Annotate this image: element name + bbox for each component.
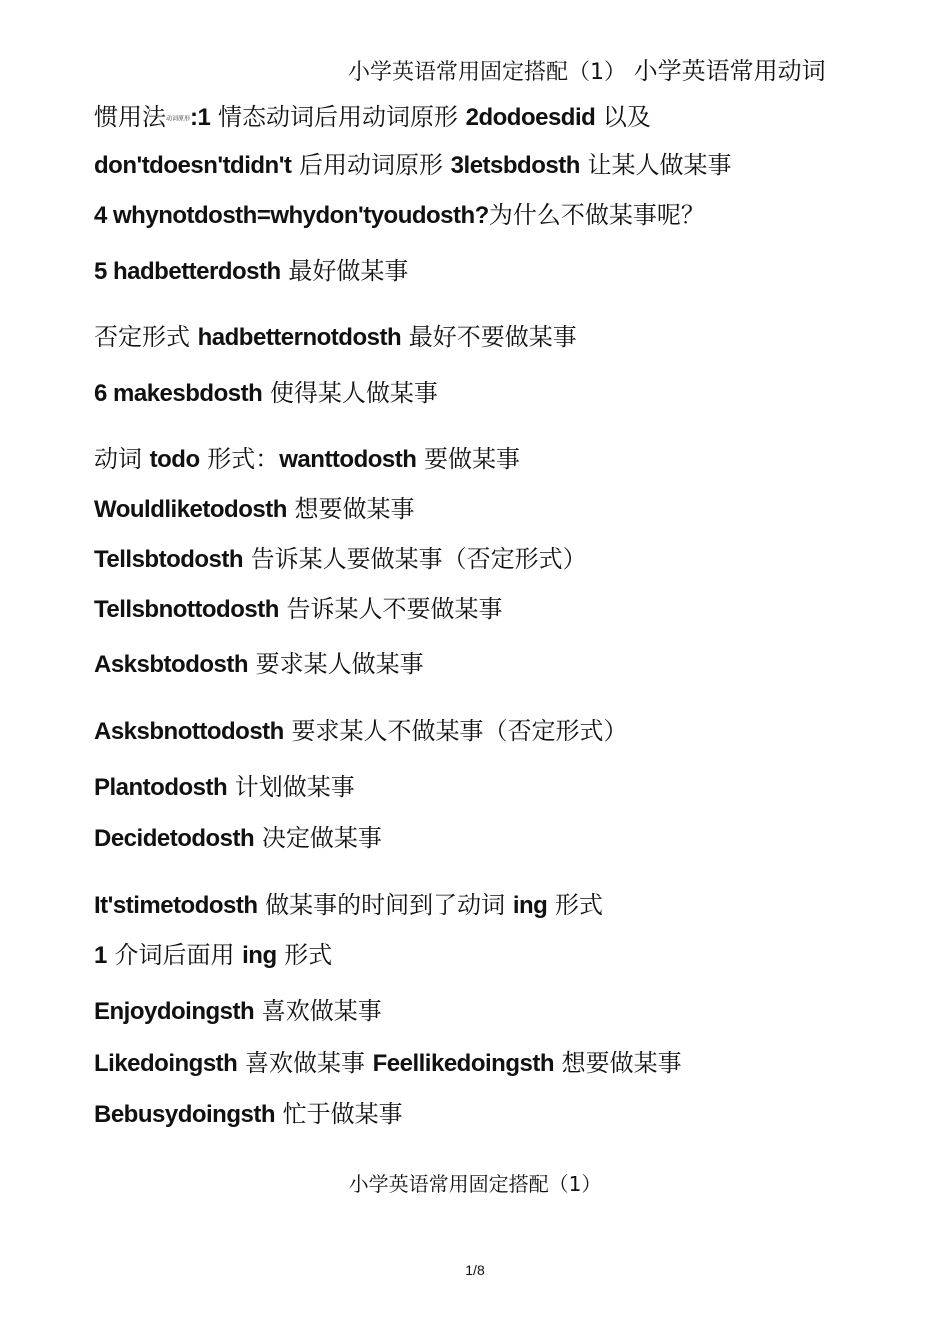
line-text: 最好不要做某事 xyxy=(401,323,577,351)
text-line-14 xyxy=(94,823,382,854)
line-text: 1 xyxy=(94,942,107,969)
line-text: 3letsbdosth xyxy=(450,152,580,179)
line-text: 喜欢做某事 xyxy=(254,997,382,1025)
footer-title: 小学英语常用固定搭配（1） xyxy=(348,1172,602,1196)
line-text: ing xyxy=(242,942,277,969)
line-text: Asksbtodosth xyxy=(94,651,249,678)
text-line-16 xyxy=(94,940,332,971)
line-text: Bebusydoingsth xyxy=(94,1101,276,1128)
text-line-8 xyxy=(94,494,415,525)
text-line-11 xyxy=(94,649,424,680)
text-line-5 xyxy=(94,322,577,353)
line-text: 形式 xyxy=(547,891,603,919)
page-header xyxy=(348,56,826,88)
line-text: Enjoydoingsth xyxy=(94,998,255,1025)
text-line-19 xyxy=(94,1099,403,1130)
text-line-17 xyxy=(94,996,382,1027)
text-line-1 xyxy=(94,102,651,134)
line-text: 形式： xyxy=(199,445,280,473)
text-line-3 xyxy=(94,200,705,231)
line-text: 使得某人做某事 xyxy=(262,379,438,407)
line-text: 介词后面用 xyxy=(106,941,243,969)
page-number: 1/8 xyxy=(465,1262,485,1278)
line-text: 4 whynotdosth=whydon'tyoudosth? xyxy=(94,202,489,229)
line-text: Feellikedoingsth xyxy=(372,1050,554,1077)
line-text: 5 hadbetterdosth xyxy=(94,258,281,285)
tiny-annotation: 动词原形 xyxy=(166,115,191,123)
line-text: 后用动词原形 xyxy=(291,151,451,179)
text-line-15 xyxy=(94,890,603,921)
line-text: 2dodoesdid xyxy=(465,104,596,131)
line-text: hadbetternotdosth xyxy=(197,324,402,351)
line-text: 让某人做某事 xyxy=(579,151,732,179)
line-text: 要求某人做某事 xyxy=(248,650,424,678)
line-text: 告诉某人要做某事（否定形式） xyxy=(243,545,587,573)
line-text: 做某事的时间到了动词 xyxy=(257,891,513,919)
line-text: 告诉某人不要做某事 xyxy=(278,595,503,623)
line-text: Wouldliketodosth xyxy=(94,496,287,523)
text-line-7 xyxy=(94,444,520,475)
line-text: Decidetodosth xyxy=(94,825,255,852)
line-text: todo xyxy=(149,446,200,473)
line-text: 为什么不做某事呢？ xyxy=(488,201,705,229)
line-text: ing xyxy=(512,892,548,919)
text-line-6 xyxy=(94,378,438,409)
text-line-2 xyxy=(94,150,732,181)
line-text: 忙于做某事 xyxy=(275,1100,403,1128)
line-text: 想要做某事 xyxy=(286,495,415,523)
line-text: 6 makesbdosth xyxy=(94,380,263,407)
text-line-13 xyxy=(94,772,355,803)
text-line-18 xyxy=(94,1048,682,1079)
line-text: 最好做某事 xyxy=(280,257,409,285)
line-text: Tellsbnottodosth xyxy=(94,596,279,623)
line-text: 决定做某事 xyxy=(254,824,382,852)
line-text: Asksbnottodosth xyxy=(94,718,284,745)
line-text: 要做某事 xyxy=(416,445,521,473)
line-text: 以及 xyxy=(595,103,651,131)
line-text: Likedoingsth xyxy=(94,1050,238,1077)
line-text: 计划做某事 xyxy=(227,773,355,801)
line-text: 情态动词后用动词原形 xyxy=(210,103,466,131)
header-title-part2: 小学英语常用动词 xyxy=(626,57,826,85)
text-line-10 xyxy=(94,594,503,625)
line-text: 形式 xyxy=(276,941,333,969)
line-text: don'tdoesn'tdidn't xyxy=(94,152,292,179)
line-text: 否定形式 xyxy=(94,323,198,351)
line-text: Plantodosth xyxy=(94,774,228,801)
text-line-9 xyxy=(94,544,587,575)
line-text: :1 xyxy=(190,104,211,131)
line-text: 喜欢做某事 xyxy=(237,1049,373,1077)
line-text: 动词 xyxy=(94,445,150,473)
line-text: 想要做某事 xyxy=(553,1049,682,1077)
header-title-part1: 小学英语常用固定搭配（1） xyxy=(348,60,626,85)
line-text: 惯用法 xyxy=(94,103,166,131)
text-line-12 xyxy=(94,716,627,747)
line-text: It'stimetodosth xyxy=(94,892,258,919)
text-line-4 xyxy=(94,256,408,287)
line-text: wanttodosth xyxy=(279,446,417,473)
line-text: Tellsbtodosth xyxy=(94,546,244,573)
line-text: 要求某人不做某事（否定形式） xyxy=(283,717,628,745)
